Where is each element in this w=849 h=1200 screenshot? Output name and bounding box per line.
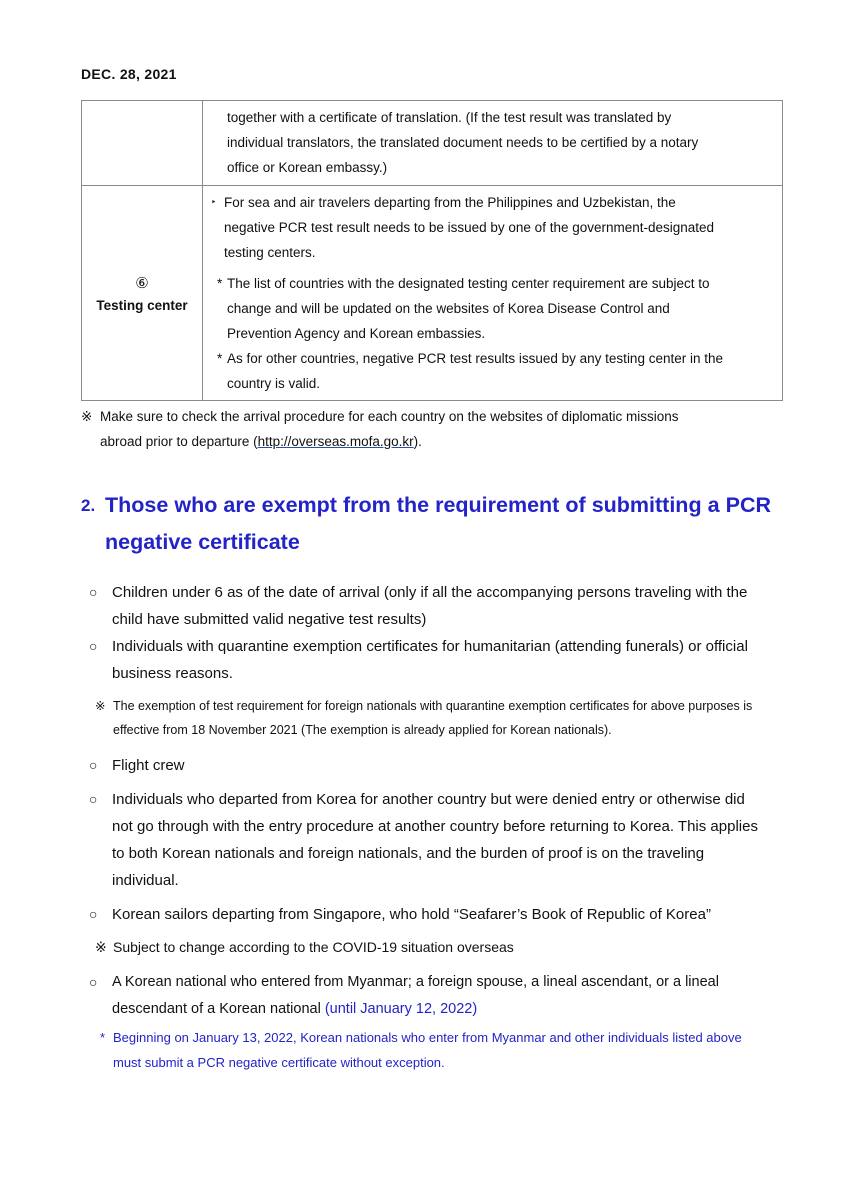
text-line: Prevention Agency and Korean embassies.: [227, 326, 486, 341]
sailors-note: [95, 935, 765, 959]
text-line: office or Korean embassy.): [227, 160, 388, 175]
asterisk-icon: *: [217, 351, 223, 366]
reference-mark-icon: ※: [95, 939, 107, 955]
document-date: DEC. 28, 2021: [81, 66, 177, 82]
table-row: [82, 101, 783, 186]
footnote-paragraph: [203, 271, 774, 346]
circle-bullet-icon: ○: [89, 974, 98, 990]
text-line: The list of countries with the designated testing center requirement are subject to: [227, 276, 710, 291]
row-label: Testing center: [96, 297, 188, 313]
note-line: ).: [413, 434, 422, 449]
item-text: Individuals who departed from Korea for another country but were denied entry or otherwise did not go through with the entry procedure at another country before returning to Korea. This applies to both Korean nationals and foreign nationals, and the burden of proof is on the traveling individual.: [112, 791, 758, 889]
triangle-bullet-icon: ‣: [211, 197, 217, 207]
text-line: testing centers.: [224, 245, 316, 260]
text-line: For sea and air travelers departing from the Philippines and Uzbekistan, the: [224, 195, 676, 210]
row-content-cell: [203, 186, 783, 401]
circle-bullet-icon: ○: [89, 906, 98, 922]
exemption-note: [95, 694, 765, 742]
text-line: negative PCR test result needs to be issued by one of the government-designated: [224, 220, 715, 235]
section-title: Those who are exempt from the requirement of submitting a PCR negative certificate: [105, 493, 771, 554]
text-line: individual translators, the translated document needs to be certified by a notary: [227, 135, 699, 150]
circle-bullet-icon: ○: [89, 584, 98, 600]
footnote-paragraph: [203, 346, 774, 396]
item-text: Flight crew: [112, 757, 185, 774]
row-content-cell: [203, 101, 783, 186]
requirements-table: [81, 100, 783, 401]
list-item: [89, 969, 769, 1023]
note-text: Beginning on January 13, 2022, Korean nationals who enter from Myanmar and other individuals listed above must submit a PCR negative certificate without exception.: [113, 1030, 742, 1070]
reference-mark-icon: ※: [81, 409, 93, 424]
myanmar-note: [100, 1025, 760, 1075]
circle-bullet-icon: ○: [89, 791, 98, 807]
reference-mark-icon: ※: [95, 699, 106, 713]
list-item: [89, 633, 769, 687]
item-text: Children under 6 as of the date of arrival (only if all the accompanying persons traveling with the child have submitted valid negative test results): [112, 584, 748, 628]
note-line: abroad prior to departure (: [100, 434, 258, 449]
list-item: [89, 786, 769, 894]
list-item: [89, 579, 769, 633]
text-line: country is valid.: [227, 376, 321, 391]
mofa-link[interactable]: http://overseas.mofa.go.kr: [257, 434, 414, 449]
section-number: 2.: [81, 496, 96, 515]
circle-bullet-icon: ○: [89, 757, 98, 773]
text-line: together with a certificate of translation. (If the test result was translated by: [227, 110, 672, 125]
list-item: [89, 752, 769, 779]
row-number: ⑥: [135, 274, 149, 292]
list-item: [89, 901, 769, 928]
circle-bullet-icon: ○: [89, 638, 98, 654]
text-line: As for other countries, negative PCR test results issued by any testing center in the: [227, 351, 723, 366]
asterisk-icon: *: [100, 1030, 106, 1045]
note-text: The exemption of test requirement for foreign nationals with quarantine exemption certificates for above purposes is effective from 18 November 2021 (The exemption is already applied for Korean nationals).: [113, 699, 753, 737]
item-text: Korean sailors departing from Singapore, who hold “Seafarer’s Book of Republic of Korea”: [112, 906, 711, 923]
note-line: Make sure to check the arrival procedure for each country on the websites of diplomatic missions: [100, 409, 679, 424]
table-row: [82, 186, 783, 401]
item-text: A Korean national who entered from Myanmar; a foreign spouse, a lineal ascendant, or a lineal descendant of a Korean national: [112, 974, 719, 1017]
row-label-cell: [82, 101, 203, 186]
note-text: Subject to change according to the COVID-19 situation overseas: [113, 939, 514, 955]
bullet-paragraph: [203, 190, 774, 265]
check-procedure-note: [81, 404, 781, 454]
row-label-cell: [82, 186, 203, 401]
until-date: (until January 12, 2022): [324, 1001, 478, 1017]
item-text: Individuals with quarantine exemption certificates for humanitarian (attending funerals) or official business reasons.: [112, 638, 748, 682]
section-heading: [81, 487, 771, 561]
asterisk-icon: *: [217, 276, 223, 291]
text-line: change and will be updated on the websites of Korea Disease Control and: [227, 301, 670, 316]
